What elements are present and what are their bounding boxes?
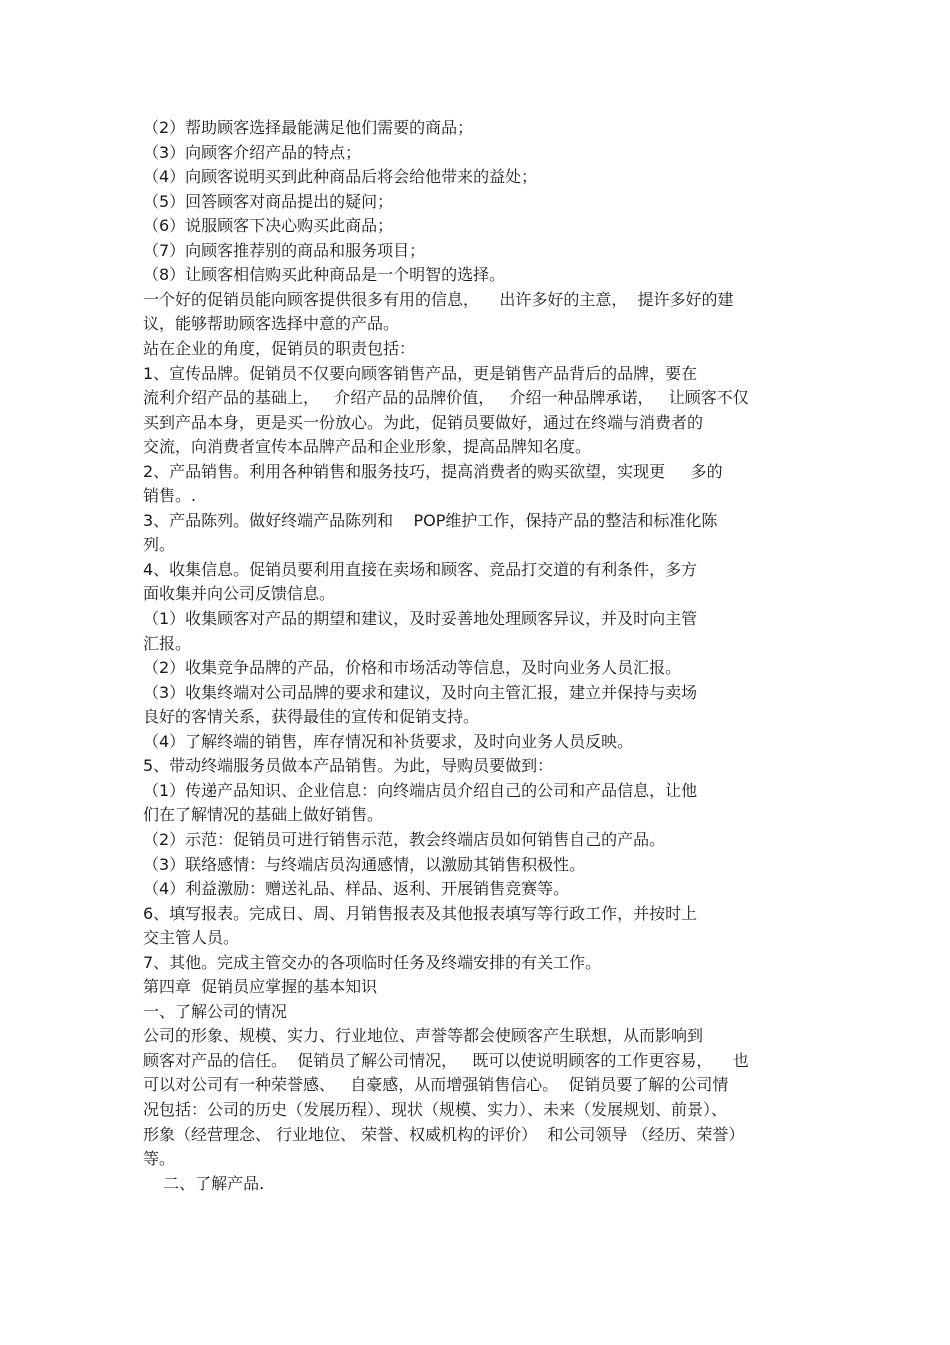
text-line: 等。: [143, 1149, 176, 1168]
text-line: 流利介绍产品的基础上， 介绍产品的品牌价值， 介绍一种品牌承诺， 让顾客不仅: [143, 388, 749, 407]
text-line: 列。: [143, 535, 176, 554]
text-line: （2）示范：促销员可进行销售示范，教会终端店员如何销售自己的产品。: [143, 830, 666, 849]
text-line: 面收集并向公司反馈信息。: [143, 584, 336, 603]
text-line: （3）联络感情：与终端店员沟通感情，以激励其销售积极性。: [143, 855, 586, 874]
text-line: （4）了解终端的销售，库存情况和补货要求，及时向业务人员反映。: [143, 732, 634, 751]
text-line: （1）传递产品知识、企业信息：向终端店员介绍自己的公司和产品信息，让他: [143, 781, 698, 800]
text-line: （2）帮助顾客选择最能满足他们需要的商品；: [143, 118, 474, 137]
text-line: 销售。.: [143, 486, 197, 505]
text-line: 们在了解情况的基础上做好销售。: [143, 805, 384, 824]
text-line: 7、其他。完成主管交办的各项临时任务及终端安排的有关工作。: [143, 953, 602, 972]
text-line: （2）收集竞争品牌的产品，价格和市场活动等信息，及时向业务人员汇报。: [143, 658, 682, 677]
text-line: （3）收集终端对公司品牌的要求和建议，及时向主管汇报，建立并保持与卖场: [143, 683, 698, 702]
text-line: （5）回答顾客对商品提出的疑问；: [143, 192, 394, 211]
text-line: 交流，向消费者宣传本品牌产品和企业形象，提高品牌知名度。: [143, 437, 592, 456]
text-line: 站在企业的角度，促销员的职责包括：: [143, 339, 416, 358]
text-line: 交主管人员。: [143, 928, 240, 947]
text-line: （7）向顾客推荐别的商品和服务项目；: [143, 241, 426, 260]
text-line: 形象（经营理念、 行业地位、 荣誉、权威机构的评价） 和公司领导 （经历、荣誉）: [143, 1125, 745, 1144]
text-line: （4）利益激励：赠送礼品、样品、返利、开展销售竞赛等。: [143, 879, 570, 898]
text-line: 5、带动终端服务员做本产品销售。为此，导购员要做到：: [143, 756, 554, 775]
text-line: （8）让顾客相信购买此种商品是一个明智的选择。: [143, 265, 506, 284]
text-line: （1）收集顾客对产品的期望和建议，及时妥善地处理顾客异议，并及时向主管: [143, 609, 698, 628]
text-line: 2、产品销售。利用各种销售和服务技巧，提高消费者的购买欲望，实现更 多的: [143, 462, 723, 481]
text-line: 可以对公司有一种荣誉感、 自豪感，从而增强销售信心。 促销员要了解的公司情: [143, 1075, 729, 1094]
text-line: 顾客对产品的信任。 促销员了解公司情况， 既可以使说明顾客的工作更容易， 也: [143, 1051, 749, 1070]
text-line: 一个好的促销员能向顾客提供很多有用的信息， 出许多好的主意， 提许多好的建: [143, 290, 734, 309]
text-line: 1、宣传品牌。促销员不仅要向顾客销售产品，更是销售产品背后的品牌，要在: [143, 364, 698, 383]
text-line: 一、了解公司的情况: [143, 1002, 288, 1021]
text-line: 3、产品陈列。做好终端产品陈列和 POP维护工作，保持产品的整洁和标准化陈: [143, 511, 718, 530]
text-line: （6）说服顾客下决心购买此商品；: [143, 216, 394, 235]
text-line: 二、了解产品.: [153, 1174, 265, 1193]
text-line: （4）向顾客说明买到此种商品后将会给他带来的益处；: [143, 167, 538, 186]
text-line: 买到产品本身，更是买一份放心。为此，促销员要做好，通过在终端与消费者的: [143, 413, 704, 432]
text-line: 汇报。: [143, 634, 192, 653]
text-line: 况包括：公司的历史（发展历程）、现状（规模、实力）、未来（发展规划、前景）、: [143, 1100, 728, 1119]
text-line: 议，能够帮助顾客选择中意的产品。: [143, 314, 400, 333]
text-line: 良好的客情关系，获得最佳的宣传和促销支持。: [143, 707, 480, 726]
text-line: 6、填写报表。完成日、周、月销售报表及其他报表填写等行政工作，并按时上: [143, 904, 698, 923]
text-line: （3）向顾客介绍产品的特点；: [143, 143, 362, 162]
text-line: 4、收集信息。促销员要利用直接在卖场和顾客、竞品打交道的有利条件，多方: [143, 560, 698, 579]
text-line: 公司的形象、规模、实力、行业地位、声誉等都会使顾客产生联想，从而影响到: [143, 1026, 704, 1045]
text-line: 第四章 促销员应掌握的基本知识: [143, 977, 378, 996]
